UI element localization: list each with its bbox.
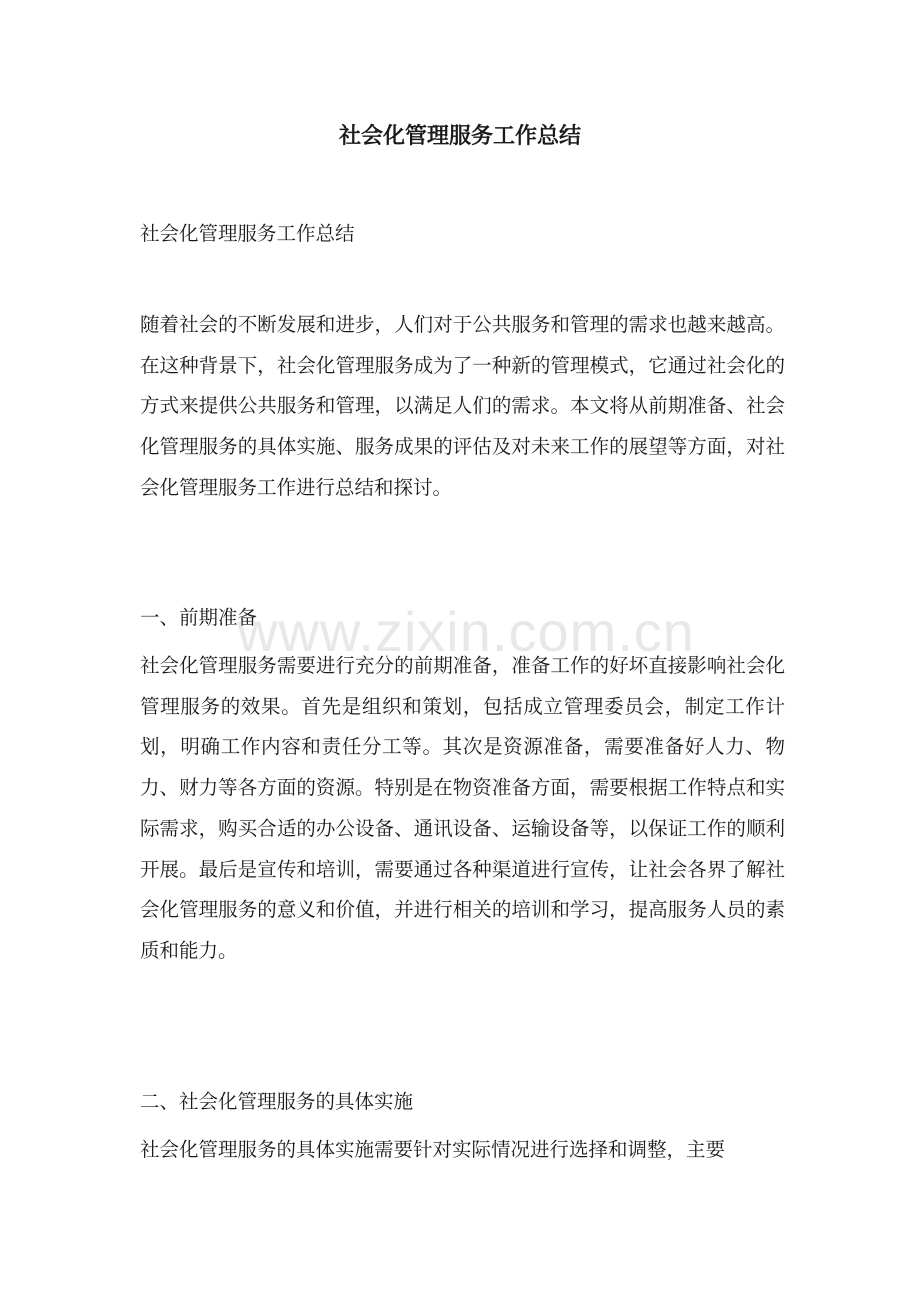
watermark-text: www.zixin.com.cn	[237, 600, 695, 663]
intro-paragraph: 随着社会的不断发展和进步，人们对于公共服务和管理的需求也越来越高。在这种背景下，社会化管理服务成为了一种新的管理模式，它通过社会化的方式来提供公共服务和管理，以满足人们的需求。本文将从前期准备、社会化管理服务的具体实施、服务成果的评估及对未来工作的展望等方面，对社会化管理服务工作进行总结和探讨。	[140, 313, 785, 499]
section-body-preparation: 社会化管理服务需要进行充分的前期准备，准备工作的好坏直接影响社会化管理服务的效果。首先是组织和策划，包括成立管理委员会，制定工作计划，明确工作内容和责任分工等。其次是资源准备，需要准备好人力、物力、财力等各方面的资源。特别是在物资准备方面，需要根据工作特点和实际需求，购买合适的办公设备、通讯设备、运输设备等，以保证工作的顺利开展。最后是宣传和培训，需要通过各种渠道进行宣传，让社会各界了解社会化管理服务的意义和价值，并进行相关的培训和学习，提高服务人员的素质和能力。	[140, 654, 785, 962]
section-body-implementation: 社会化管理服务的具体实施需要针对实际情况进行选择和调整，主要	[140, 1138, 726, 1161]
document-title: 社会化管理服务工作总结	[338, 123, 581, 149]
document-subtitle: 社会化管理服务工作总结	[140, 222, 355, 245]
section-heading-preparation: 一、前期准备	[140, 606, 258, 629]
section-heading-implementation: 二、社会化管理服务的具体实施	[140, 1090, 414, 1113]
